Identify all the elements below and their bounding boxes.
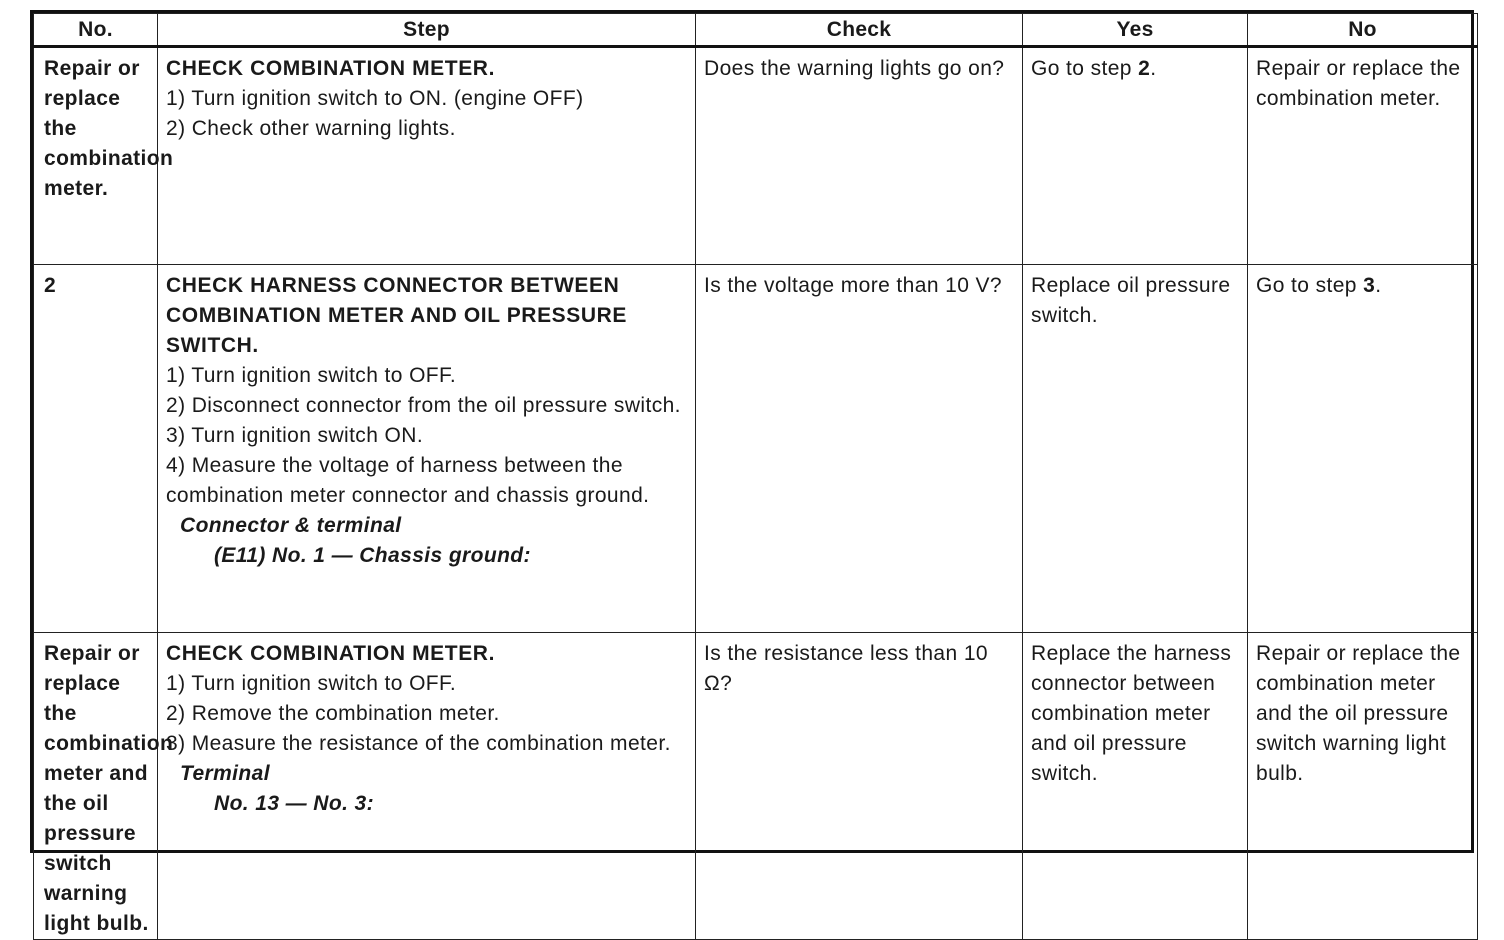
step-ref: 3 [1363,274,1376,297]
step-ref: 2 [1138,57,1151,80]
step-title: CHECK COMBINATION METER. [166,57,495,80]
terminal-label: Terminal [180,762,270,785]
step-cell [158,47,696,265]
header-check: Check [696,14,1023,47]
row-number-cell [34,265,158,633]
header-yes: Yes [1023,14,1248,47]
diagnostic-table [30,10,1474,935]
step-instruction: 1) Turn ignition switch to ON. (engine OFF) [166,87,584,110]
yes-text: Replace the harness connector between combination meter and oil pressure switch. [1031,642,1232,785]
no-cell [1248,633,1478,940]
header-row [34,14,1478,47]
no-text: Go to step 3. [1256,274,1382,297]
connector-spec: (E11) No. 1 — Chassis ground: [214,544,531,567]
check-text: Is the resistance less than 10 Ω? [704,642,988,695]
header-no: No. [34,14,158,47]
step-title: CHECK HARNESS CONNECTOR BETWEEN COMBINATION METER AND OIL PRESSURE SWITCH. [166,274,628,357]
step-instruction: 2) Remove the combination meter. [166,702,500,725]
no-text: Repair or replace the combination meter and the oil pressure switch warning light bulb. [1256,642,1461,785]
row-number-cell [34,47,174,265]
no-text: Repair or replace the combination meter. [1256,57,1461,110]
step-instruction: 1) Turn ignition switch to OFF. [166,364,457,387]
step-instruction: 2) Check other warning lights. [166,117,456,140]
step-instruction: 3) Measure the resistance of the combination meter. [166,732,671,755]
step-instruction: 2) Disconnect connector from the oil pressure switch. [166,394,681,417]
table-row [34,47,1478,265]
step-instruction: 4) Measure the voltage of harness between the combination meter connector and chassis ground. [166,454,650,507]
row-number-cell [34,633,174,940]
yes-text: Replace oil pressure switch. [1031,274,1231,327]
no-cell [1248,265,1478,633]
connector-label: Connector & terminal [180,514,402,537]
yes-cell [1023,265,1248,633]
check-text: Does the warning lights go on? [704,57,1005,80]
row-number: Repair or replace the combination meter. [44,57,174,200]
table-row [34,265,1478,633]
check-cell [696,633,1023,940]
no-cell [1248,47,1478,265]
header-step: Step [158,14,696,47]
step-cell [158,633,696,940]
step-instruction: 1) Turn ignition switch to OFF. [166,672,457,695]
check-cell [696,47,1023,265]
terminal-spec: No. 13 — No. 3: [214,792,375,815]
row-number: 2 [44,274,57,297]
header-no-result: No [1248,14,1478,47]
yes-cell [1023,47,1248,265]
yes-cell [1023,633,1248,940]
diagnostic-procedure-table [33,13,1478,940]
row-number: Repair or replace the combination meter and the oil pressure switch warning light bulb. [44,642,174,935]
check-text: Is the voltage more than 10 V? [704,274,1003,297]
check-cell [696,265,1023,633]
table-row [34,633,1478,940]
step-title: CHECK COMBINATION METER. [166,642,495,665]
yes-text: Go to step 2. [1031,57,1157,80]
step-cell [158,265,696,633]
step-instruction: 3) Turn ignition switch ON. [166,424,424,447]
